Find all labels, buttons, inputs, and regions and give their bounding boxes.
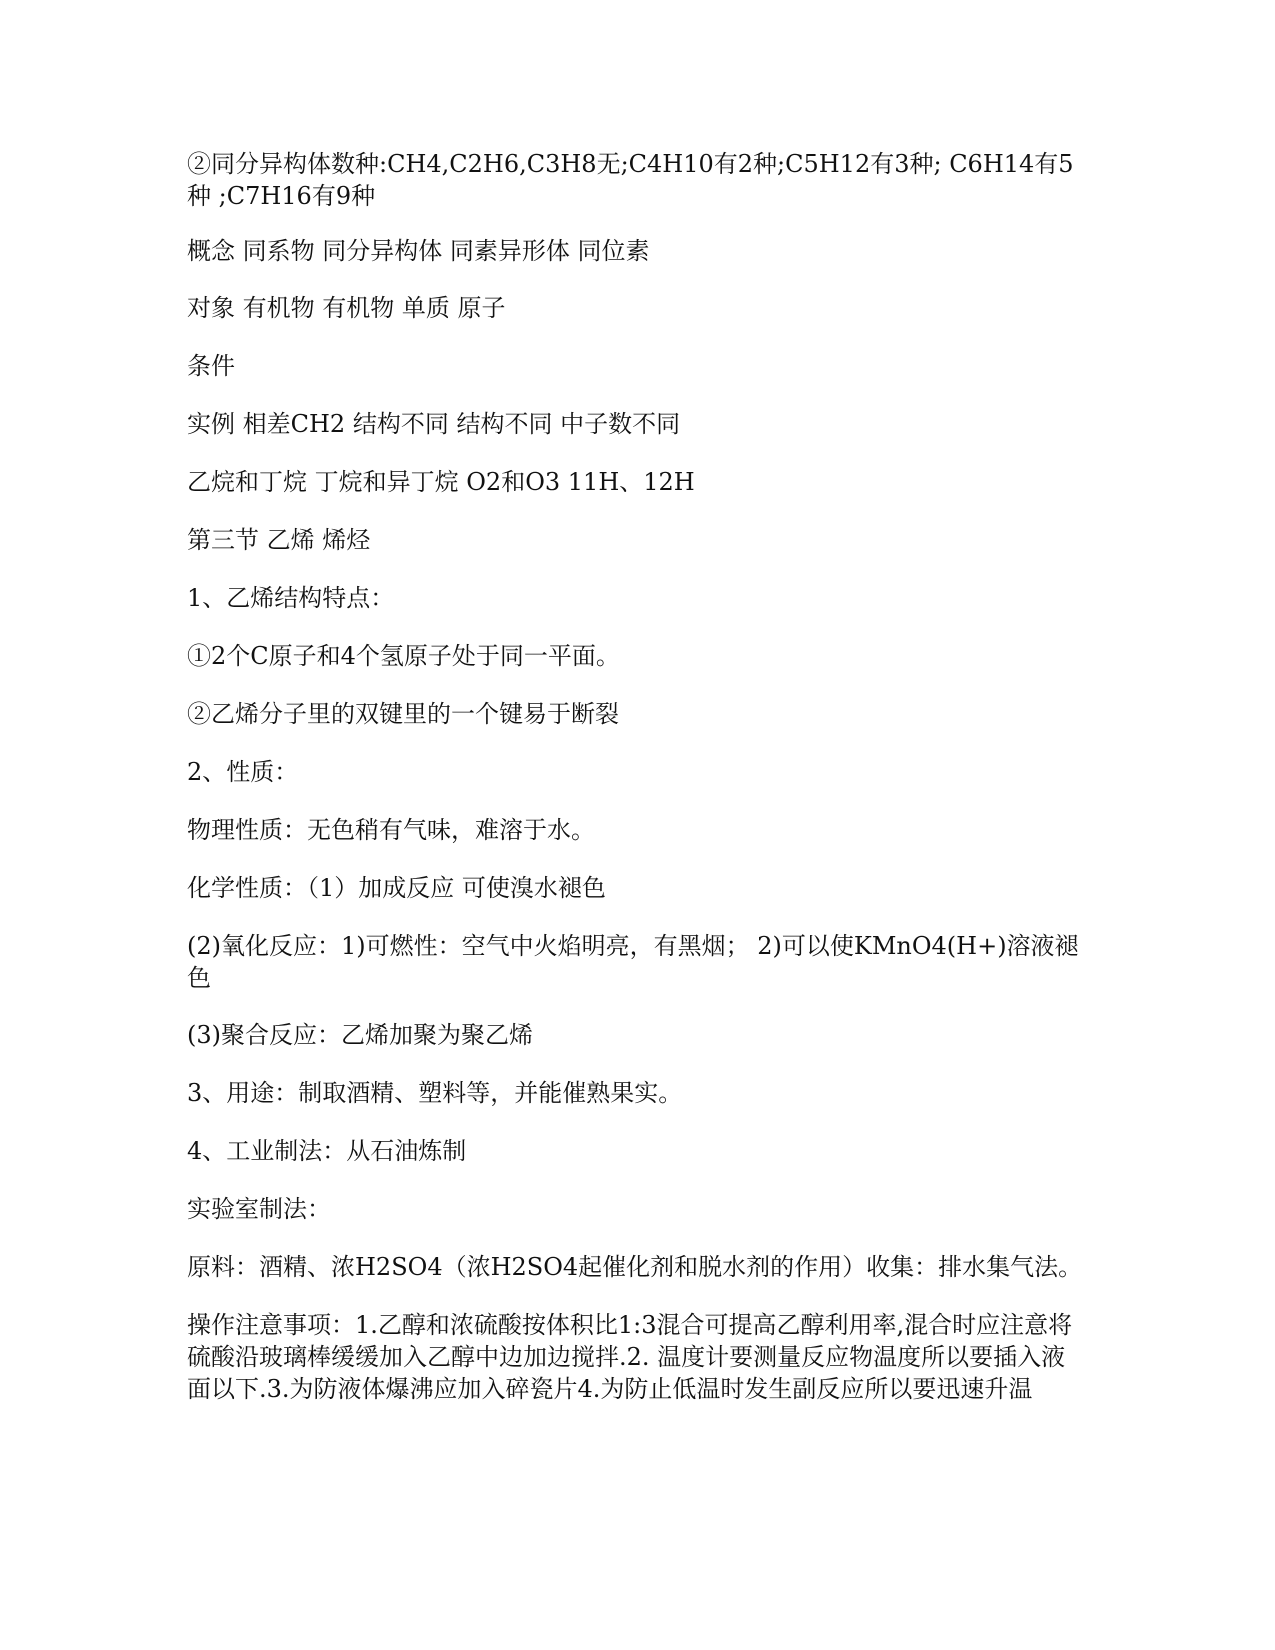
structure-point-1: ①2个C原子和4个氢原子处于同一平面。	[187, 642, 620, 670]
structure-point-2: ②乙烯分子里的双键里的一个键易于断裂	[187, 700, 619, 728]
operation-notes-paragraph: 操作注意事项：1.乙醇和浓硫酸按体积比1:3混合可提高乙醇利用率,混合时应注意将硫酸沿玻璃棒缓缓加入乙醇中边加边搅拌.2. 温度计要测量反应物温度所以要插入液面以下.3.为防液体爆沸应加入碎瓷片4.为防止低温时发生副反应所以要迅速升温	[187, 1311, 1073, 1403]
lab-method-heading: 实验室制法：	[187, 1195, 331, 1223]
section-heading: 第三节 乙烯 烯烃	[187, 526, 371, 554]
uses-paragraph: 3、用途：制取酒精、塑料等，并能催熟果实。	[187, 1079, 683, 1107]
isomer-count-paragraph: ②同分异构体数种:CH4,C2H6,C3H8无;C4H10有2种;C5H12有3种; C6H14有5种 ;C7H16有9种	[187, 150, 1074, 210]
object-row: 对象 有机物 有机物 单质 原子	[187, 294, 506, 322]
condition-row: 条件	[187, 352, 235, 380]
structure-heading: 1、乙烯结构特点：	[187, 584, 395, 612]
concept-row: 概念 同系物 同分异构体 同素异形体 同位素	[187, 237, 650, 265]
raw-materials-paragraph: 原料：酒精、浓H2SO4（浓H2SO4起催化剂和脱水剂的作用）收集：排水集气法。	[187, 1253, 1083, 1281]
chemical-properties: 化学性质：（1）加成反应 可使溴水褪色	[187, 874, 606, 902]
polymerization-reaction: (3)聚合反应：乙烯加聚为聚乙烯	[187, 1021, 533, 1049]
physical-properties: 物理性质：无色稍有气味，难溶于水。	[187, 816, 595, 844]
example-detail-row: 乙烷和丁烷 丁烷和异丁烷 O2和O3 11H、12H	[187, 468, 695, 496]
industrial-method: 4、工业制法：从石油炼制	[187, 1137, 467, 1165]
oxidation-reaction: (2)氧化反应：1)可燃性：空气中火焰明亮，有黑烟； 2)可以使KMnO4(H+)溶液褪色	[187, 932, 1079, 992]
example-row: 实例 相差CH2 结构不同 结构不同 中子数不同	[187, 410, 681, 438]
properties-heading: 2、性质：	[187, 758, 299, 786]
